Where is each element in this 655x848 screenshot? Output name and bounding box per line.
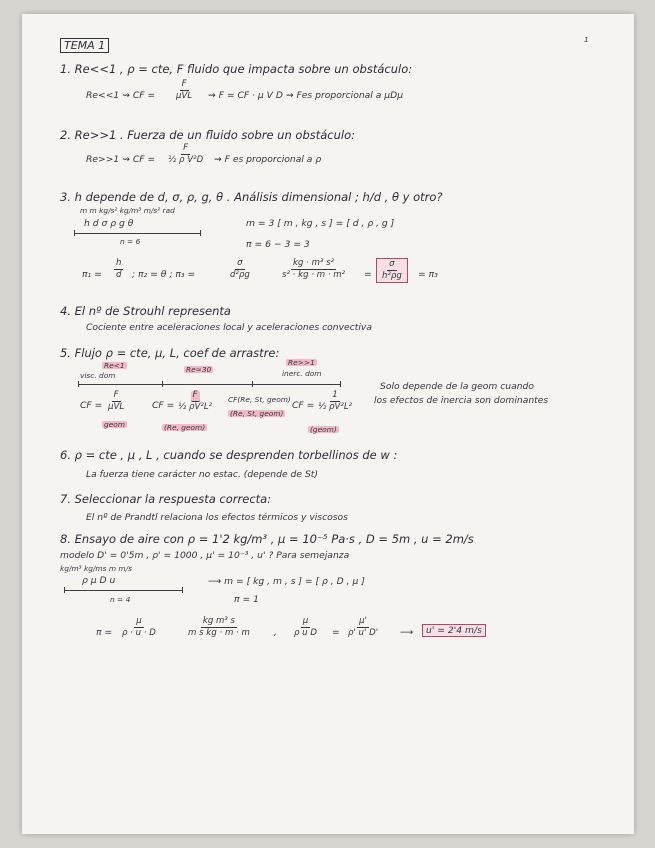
q3-n: n = 6 (120, 237, 141, 246)
q1-frac-den: μVL (176, 91, 193, 102)
q1-frac-num: F (180, 80, 189, 91)
q5-cf2-den: ½ ρV²L² (178, 402, 213, 413)
q5-cf1-den: μVL (108, 402, 125, 413)
q8-ratio2-frac (346, 617, 380, 638)
q3-equals: = (364, 269, 372, 280)
q8-pi-num: μ (134, 617, 143, 628)
page-mark: 1 (584, 35, 589, 44)
q1-heading: 1. Re<<1 , ρ = cte, F fluido que impacta sobre un obstáculo: (60, 62, 413, 76)
q5-regime1: Re<1 (104, 361, 125, 370)
q3-variables: h d σ ρ g θ (84, 218, 134, 229)
q4-heading: 4. El nº de Strouhl representa (60, 304, 231, 318)
q5-regime3-label: inerc. dom (282, 369, 322, 378)
q8-heading: 8. Ensayo de aire con ρ = 1'2 kg/m³ , μ = 10⁻⁵ Pa·s , D = 5m , u = 2m/s (60, 532, 474, 546)
notebook-page (22, 14, 634, 834)
q3-pi1-lhs: π₁ = (82, 269, 102, 280)
q3-result-box (376, 258, 408, 283)
q8-result: u' = 2'4 m/s (422, 624, 486, 637)
q1-line2: ⇝ F = CF · μ V D ⇝ Fes proporcional a μDμ (208, 90, 404, 101)
q5-dep-re-st-geom: (Re, St, geom) (230, 409, 284, 418)
q5-cf3-num: 1 (330, 391, 339, 402)
q3-pi3-units (280, 259, 347, 280)
q5-cf1-lhs: CF = (80, 400, 103, 411)
q5-dep-re-geom: (Re, geom) (164, 423, 206, 432)
q8-comma: , (274, 627, 277, 638)
q5-cf2-num: F (191, 391, 200, 402)
q8-units: kg/m³ kg/ms m m/s (60, 564, 132, 573)
q3-bracket-right (200, 230, 201, 236)
q8-n: n = 4 (110, 595, 131, 604)
q8-ratio2-num: μ' (357, 617, 369, 628)
q3-bracket-line (74, 233, 200, 234)
q5-regime2: Re≈30 (186, 365, 212, 374)
q8-units-frac (186, 617, 252, 638)
q3-result-rhs: = π₃ (418, 269, 438, 280)
q2-frac-den: ½ ρ V²D (168, 155, 204, 166)
q5-axis-tick2 (162, 381, 163, 387)
q8-model: modelo D' = 0'5m , ρ' = 1000 , μ' = 10⁻³ , u' ? Para semejanza (60, 550, 350, 561)
q8-units-num: kg m³ s (201, 617, 237, 628)
q5-dep-geom: geom (104, 420, 125, 429)
q2-heading: 2. Re>>1 . Fuerza de un fluido sobre un obstáculo: (60, 128, 356, 142)
q5-cf3 (316, 391, 354, 412)
q6-body: La fuerza tiene carácter no estac. (depende de St) (86, 469, 318, 480)
q8-ratio-num: μ (301, 617, 310, 628)
q3-pi1-den: d (116, 270, 122, 281)
q8-arrow: ⟶ (400, 627, 414, 638)
q3-pi1 (114, 259, 123, 280)
q8-pi-den: ρ · u · D (122, 628, 156, 639)
q5-axis-tick1 (78, 381, 79, 387)
q1-line1: Re<<1 ⇝ CF = (86, 90, 156, 101)
q5-axis-tick3 (252, 381, 253, 387)
q5-axis (78, 384, 340, 385)
q2-line2: ⇝ F es proporcional a ρ (214, 154, 322, 165)
q1-fraction (174, 80, 194, 101)
q3-pi3-units-num: kg · m³ s² (291, 259, 336, 270)
q3-bracket-left (74, 230, 75, 236)
q3-pi-count: π = 6 − 3 = 3 (246, 239, 310, 250)
q7-heading: 7. Seleccionar la respuesta correcta: (60, 492, 272, 506)
q3-pi3-units-den: s² · kg · m · m² (282, 270, 346, 281)
q8-ratio2-den: ρ' u' D' (348, 628, 379, 639)
q3-units: m m kg/s² kg/m³ m/s² rad (80, 206, 175, 215)
q2-fraction (166, 144, 205, 165)
q2-line1: Re>>1 ⇝ CF = (86, 154, 156, 165)
q3-result-den: h²ρg (382, 271, 402, 282)
q5-cf2-func: CF(Re, St, geom) (228, 395, 291, 404)
q5-regime3: Re>>1 (288, 358, 315, 367)
q5-regime1-label: visc. dom (80, 371, 116, 380)
q8-ratio-den: ρ u D (294, 628, 317, 639)
q3-heading: 3. h depende de d, σ, ρ, g, θ . Análisis dimensional ; h/d , θ y otro? (60, 190, 443, 204)
q8-pi-frac (120, 617, 158, 638)
q5-axis-tick4 (340, 381, 341, 387)
q8-m: ⟶ m = [ kg , m , s ] = [ ρ , D , μ ] (208, 576, 365, 587)
q5-cf2 (176, 391, 214, 412)
q4-body: Cociente entre aceleraciones local y aceleraciones convectiva (86, 322, 372, 333)
page-title: TEMA 1 (60, 38, 109, 53)
q5-cf1 (106, 391, 126, 412)
q5-cf3-lhs: CF = (292, 400, 315, 411)
q8-variables: ρ μ D u (82, 575, 116, 586)
q5-note-line2: los efectos de inercia son dominantes (374, 395, 549, 406)
q8-ratio-frac (292, 617, 319, 638)
q2-frac-num: F (181, 144, 190, 155)
q6-heading: 6. ρ = cte , μ , L , cuando se desprenden torbellinos de w : (60, 448, 398, 462)
q3-pi3-den: d²ρg (230, 270, 250, 281)
q8-pi-count: π = 1 (234, 594, 259, 605)
q5-cf2-lhs: CF = (152, 400, 175, 411)
q5-dep-geom-2: (geom) (310, 425, 337, 434)
q8-bracket-left (64, 587, 65, 593)
q8-units-den: m s kg · m · m (188, 628, 250, 639)
q5-cf3-den: ½ ρV²L² (318, 402, 353, 413)
q3-pi1-num: h (114, 259, 123, 270)
q3-m: m = 3 [ m , kg , s ] = [ d , ρ , g ] (246, 218, 395, 229)
q5-note-line1: Solo depende de la geom cuando (380, 381, 535, 392)
q5-heading: 5. Flujo ρ = cte, μ, L, coef de arrastre: (60, 346, 280, 360)
q8-equals: = (332, 627, 340, 638)
q3-result-num: σ (387, 260, 396, 271)
q3-pi2: ; π₂ = θ ; π₃ = (132, 269, 196, 280)
q8-bracket-line (64, 590, 182, 591)
q7-body: El nº de Prandtl relaciona los efectos térmicos y viscosos (86, 512, 348, 523)
q8-pi-lhs: π = (96, 627, 113, 638)
q3-pi3-num: σ (235, 259, 244, 270)
q3-pi3 (228, 259, 252, 280)
q5-cf1-num: F (112, 391, 121, 402)
q8-bracket-right (182, 587, 183, 593)
